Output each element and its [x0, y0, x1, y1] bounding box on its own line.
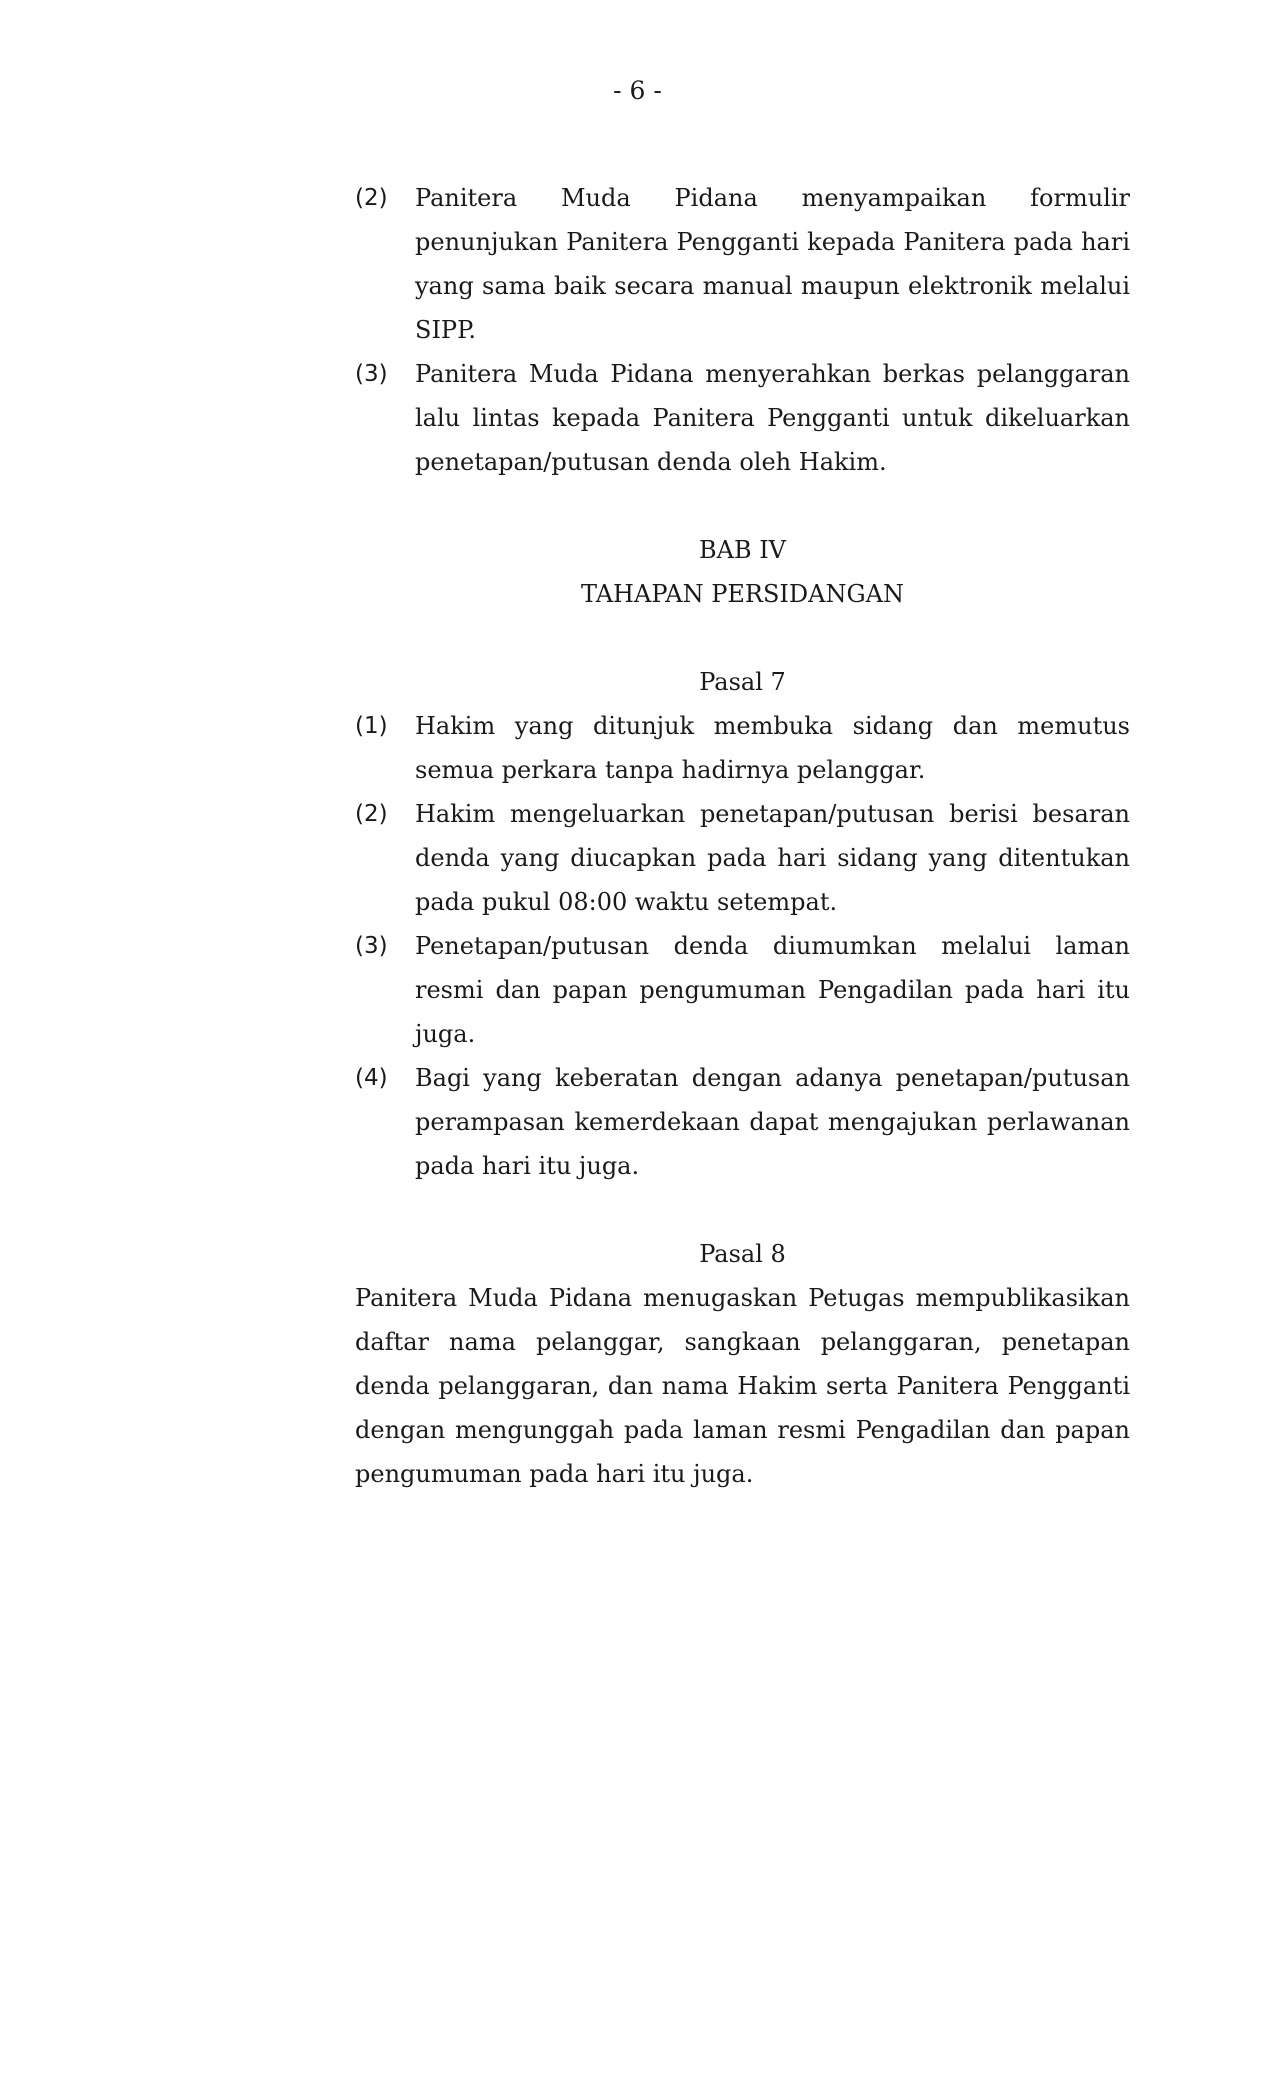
pasal-8-heading: Pasal 8	[699, 1240, 786, 1268]
list-item	[355, 176, 1130, 352]
pasal-7-heading: Pasal 7	[699, 668, 786, 696]
chapter-title: TAHAPAN PERSIDANGAN	[581, 580, 904, 608]
item-text: Panitera Muda Pidana menyerahkan berkas pelanggaran lalu lintas kepada Panitera Pengganti untuk dikeluarkan penetapan/putusan denda oleh Hakim.	[415, 360, 1130, 476]
list-item	[355, 1056, 1130, 1188]
list-item	[355, 352, 1130, 484]
item-number: (3)	[355, 933, 388, 959]
item-text: Hakim yang ditunjuk membuka sidang dan memutus semua perkara tanpa hadirnya pelanggar.	[415, 712, 1130, 784]
item-text: Panitera Muda Pidana menyampaikan formulir penunjukan Panitera Pengganti kepada Panitera pada hari yang sama baik secara manual maupun elektronik melalui SIPP.	[415, 184, 1130, 344]
item-number: (4)	[355, 1065, 388, 1091]
item-text: Bagi yang keberatan dengan adanya penetapan/putusan perampasan kemerdekaan dapat mengajukan perlawanan pada hari itu juga.	[415, 1064, 1130, 1180]
item-text: Penetapan/putusan denda diumumkan melalui laman resmi dan papan pengumuman Pengadilan pada hari itu juga.	[415, 932, 1130, 1048]
item-number: (2)	[355, 185, 388, 211]
document-body	[355, 176, 1130, 1496]
list-item	[355, 792, 1130, 924]
pasal-8-paragraph: Panitera Muda Pidana menugaskan Petugas mempublikasikan daftar nama pelanggar, sangkaan pelanggaran, penetapan denda pelanggaran, dan nama Hakim serta Panitera Pengganti dengan mengunggah pada laman resmi Pengadilan dan papan pengumuman pada hari itu juga.	[355, 1284, 1130, 1488]
item-number: (1)	[355, 713, 388, 739]
list-item	[355, 704, 1130, 792]
item-text: Hakim mengeluarkan penetapan/putusan berisi besaran denda yang diucapkan pada hari sidang yang ditentukan pada pukul 08:00 waktu setempat.	[415, 800, 1130, 916]
item-number: (2)	[355, 801, 388, 827]
page-number: - 6 -	[613, 76, 662, 105]
list-item	[355, 924, 1130, 1056]
chapter-label: BAB IV	[698, 536, 787, 564]
item-number: (3)	[355, 361, 388, 387]
